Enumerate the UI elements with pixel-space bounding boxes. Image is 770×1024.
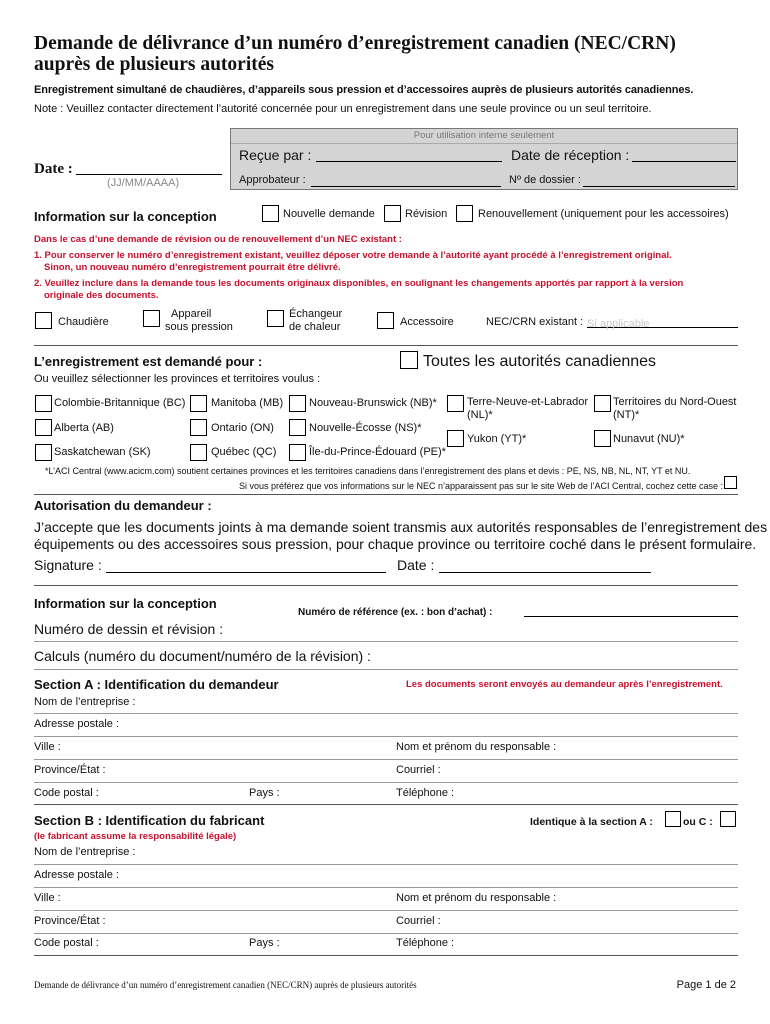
or-select-label: Ou veuillez sélectionner les provinces et territoires voulus : (34, 373, 321, 385)
renouvellement-label: Renouvellement (uniquement pour les accessoires) (478, 208, 729, 220)
nl-label-1: Terre-Neuve-et-Labrador (467, 396, 589, 408)
recu-par-field[interactable] (316, 147, 502, 162)
all-authorities-label: Toutes les autorités canadiennes (423, 353, 657, 370)
a-company-label: Nom de l’entreprise : (34, 696, 136, 708)
nt-label-2: (NT)* (613, 409, 640, 421)
no-dossier-field[interactable] (583, 174, 735, 187)
design-info-title: Information sur la conception (34, 596, 217, 611)
qc-label: Québec (QC) (211, 446, 277, 458)
on-checkbox[interactable] (190, 419, 207, 436)
yt-checkbox[interactable] (447, 430, 464, 447)
internal-use-box (230, 128, 738, 190)
signature-label: Signature : (34, 557, 102, 573)
section-b-title: Section B : Identification du fabricant (34, 813, 265, 828)
divider (34, 669, 738, 670)
appareil-label-2: sous pression (165, 321, 233, 333)
echangeur-label (289, 308, 342, 334)
warning-1b: Sinon, un nouveau numéro d’enregistrement pourrait être délivré. (44, 262, 341, 273)
a-address-label: Adresse postale : (34, 718, 119, 730)
identical-c-checkbox[interactable] (720, 811, 736, 827)
nt-checkbox[interactable] (594, 395, 611, 412)
all-authorities-checkbox[interactable] (400, 351, 418, 369)
footnote-2: Si vous préférez que vos informations sur le NEC n’apparaissent pas sur le site Web de l’ACI Central, cochez cette case : (238, 481, 723, 491)
mb-label: Manitoba (MB) (211, 397, 284, 409)
a-province-label: Province/État : (34, 764, 106, 776)
divider (34, 887, 738, 888)
divider (34, 713, 738, 714)
nl-checkbox[interactable] (447, 395, 464, 412)
appareil-label-1: Appareil (171, 308, 212, 320)
pe-checkbox[interactable] (289, 444, 306, 461)
nl-label-2: (NL)* (467, 409, 493, 421)
mb-checkbox[interactable] (190, 395, 207, 412)
section-a-notice: Les documents seront envoyés au demandeur après l’enregistrement. (406, 679, 723, 690)
warning-2a: 2. Veuillez inclure dans la demande tous les documents originaux disponibles, en soulignant les changements apportés par rapport à la version (34, 278, 684, 289)
nb-label: Nouveau-Brunswick (NB)* (309, 397, 437, 409)
accessoire-label: Accessoire (400, 316, 454, 328)
subtitle: Enregistrement simultané de chaudières, d’appareils sous pression et d’accessoires auprès de plusieurs autorités canadiennes. (34, 84, 694, 96)
approbateur-field[interactable] (311, 174, 501, 187)
footnote-1: *L’ACI Central (www.acicm.com) soutient certaines provinces et les territoires canadiens dans l’enregistrement des plans et devis : PE, NS, NB, NL, NT, YT et NU. (45, 466, 691, 476)
renouvellement-checkbox[interactable] (456, 205, 473, 222)
ns-checkbox[interactable] (289, 419, 306, 436)
b-phone-label: Téléphone : (396, 937, 455, 949)
b-postal-label: Code postal : (34, 937, 99, 949)
authorization-title: Autorisation du demandeur : (34, 498, 212, 513)
on-label: Ontario (ON) (211, 422, 274, 434)
date-reception-label: Date de réception : (511, 147, 630, 163)
a-email-label: Courriel : (396, 764, 441, 776)
a-phone-label: Téléphone : (396, 787, 455, 799)
revision-checkbox[interactable] (384, 205, 401, 222)
nec-existant-label: NEC/CRN existant : (486, 316, 584, 328)
ref-number-field[interactable] (524, 602, 738, 617)
conception-title: Information sur la conception (34, 209, 217, 224)
warning-title: Dans le cas d’une demande de révision ou de renouvellement d’un NEC existant : (34, 234, 402, 245)
title-line-1: Demande de délivrance d’un numéro d’enregistrement canadien (NEC/CRN) (34, 33, 676, 54)
a-contact-label: Nom et prénom du responsable : (396, 741, 557, 753)
nb-checkbox[interactable] (289, 395, 306, 412)
sk-label: Saskatchewan (SK) (54, 446, 151, 458)
yt-label: Yukon (YT)* (467, 433, 527, 445)
footer-page: Page 1 de 2 (676, 979, 736, 991)
auth-date-field[interactable] (439, 557, 651, 573)
bc-label: Colombie-Britannique (BC) (54, 397, 186, 409)
section-b-note: (le fabricant assume la responsabilité légale) (34, 831, 237, 842)
divider (34, 345, 738, 346)
divider (34, 759, 738, 760)
warning-1 (34, 250, 672, 274)
nl-label (467, 396, 588, 422)
divider (34, 864, 738, 865)
section-a-title: Section A : Identification du demandeur (34, 677, 279, 692)
b-province-label: Province/État : (34, 915, 106, 927)
identical-c-label: ou C : (683, 816, 713, 828)
identical-a-checkbox[interactable] (665, 811, 681, 827)
ab-checkbox[interactable] (35, 419, 52, 436)
identical-a-label: Identique à la section A : (530, 816, 653, 828)
nt-label (613, 396, 737, 422)
nu-label: Nunavut (NU)* (613, 433, 685, 445)
date-hint: (JJ/MM/AAAA) (107, 177, 180, 189)
divider (34, 736, 738, 737)
nouvelle-demande-checkbox[interactable] (262, 205, 279, 222)
date-reception-field[interactable] (632, 147, 736, 162)
nu-checkbox[interactable] (594, 430, 611, 447)
signature-field[interactable] (106, 557, 386, 573)
b-contact-label: Nom et prénom du responsable : (396, 892, 557, 904)
nec-existant-field[interactable] (587, 314, 738, 328)
nt-label-1: Territoires du Nord-Ouest (613, 396, 737, 408)
approbateur-label: Approbateur : (239, 174, 306, 186)
echangeur-checkbox[interactable] (267, 310, 284, 327)
b-country-label: Pays : (249, 937, 280, 949)
sk-checkbox[interactable] (35, 444, 52, 461)
registration-title: L’enregistrement est demandé pour : (34, 354, 263, 369)
authorization-text-1: J’accepte que les documents joints à ma demande soient transmis aux autorités responsables de l’enregistrement des (34, 519, 768, 535)
qc-checkbox[interactable] (190, 444, 207, 461)
authorization-text (34, 519, 767, 553)
nouvelle-demande-label: Nouvelle demande (283, 208, 375, 220)
date-label: Date : (34, 161, 73, 177)
b-city-label: Ville : (34, 892, 61, 904)
echangeur-label-1: Échangeur (289, 308, 343, 320)
calcs-label: Calculs (numéro du document/numéro de la révision) : (34, 648, 371, 664)
a-country-label: Pays : (249, 787, 280, 799)
warning-2b: originale des documents. (44, 290, 159, 301)
nec-existant-placeholder: Si applicable (587, 318, 650, 330)
divider (34, 910, 738, 911)
accessoire-checkbox[interactable] (377, 312, 394, 329)
chaudiere-label: Chaudière (58, 316, 109, 328)
echangeur-label-2: de chaleur (289, 321, 341, 333)
ns-label: Nouvelle-Écosse (NS)* (309, 422, 422, 434)
warning-2 (34, 278, 683, 302)
no-dossier-label: Nº de dossier : (509, 174, 581, 186)
recu-par-label: Reçue par : (239, 147, 312, 163)
b-address-label: Adresse postale : (34, 869, 119, 881)
divider (34, 585, 738, 586)
internal-banner: Pour utilisation interne seulement (231, 129, 737, 144)
footer-text: Demande de délivrance d’un numéro d’enregistrement canadien (NEC/CRN) auprès de plusieurs autorités (34, 980, 417, 990)
chaudiere-checkbox[interactable] (35, 312, 52, 329)
bc-checkbox[interactable] (35, 395, 52, 412)
authorization-text-2: équipements ou des accessoires sous pression, pour chaque province ou territoire coché dans le présent formulaire. (34, 536, 757, 552)
ab-label: Alberta (AB) (54, 422, 114, 434)
title-line-2: auprès de plusieurs autorités (34, 54, 274, 75)
divider (34, 804, 738, 805)
appareil-checkbox[interactable] (143, 310, 160, 327)
divider (34, 955, 738, 956)
divider (34, 494, 738, 495)
divider (34, 782, 738, 783)
date-field[interactable] (76, 158, 222, 175)
divider (34, 933, 738, 934)
drawing-label: Numéro de dessin et révision : (34, 621, 224, 637)
appareil-label (165, 308, 233, 334)
note: Note : Veuillez contacter directement l’autorité concernée pour un enregistrement dans une seule province ou un seul territoire. (34, 103, 652, 115)
auth-date-label: Date : (397, 557, 435, 573)
warning-1a: 1. Pour conserver le numéro d’enregistrement existant, veuillez déposer votre demande à l’autorité ayant procédé à l’enregistrement original. (34, 250, 672, 261)
revision-label: Révision (405, 208, 448, 220)
a-city-label: Ville : (34, 741, 61, 753)
divider (34, 641, 738, 642)
b-email-label: Courriel : (396, 915, 441, 927)
ref-number-label: Numéro de référence (ex. : bon d’achat) : (298, 607, 493, 618)
pe-label: Île-du-Prince-Édouard (PE)* (309, 446, 446, 458)
page-title (34, 33, 676, 75)
aci-optout-checkbox[interactable] (724, 476, 737, 489)
b-company-label: Nom de l’entreprise : (34, 846, 136, 858)
a-postal-label: Code postal : (34, 787, 99, 799)
